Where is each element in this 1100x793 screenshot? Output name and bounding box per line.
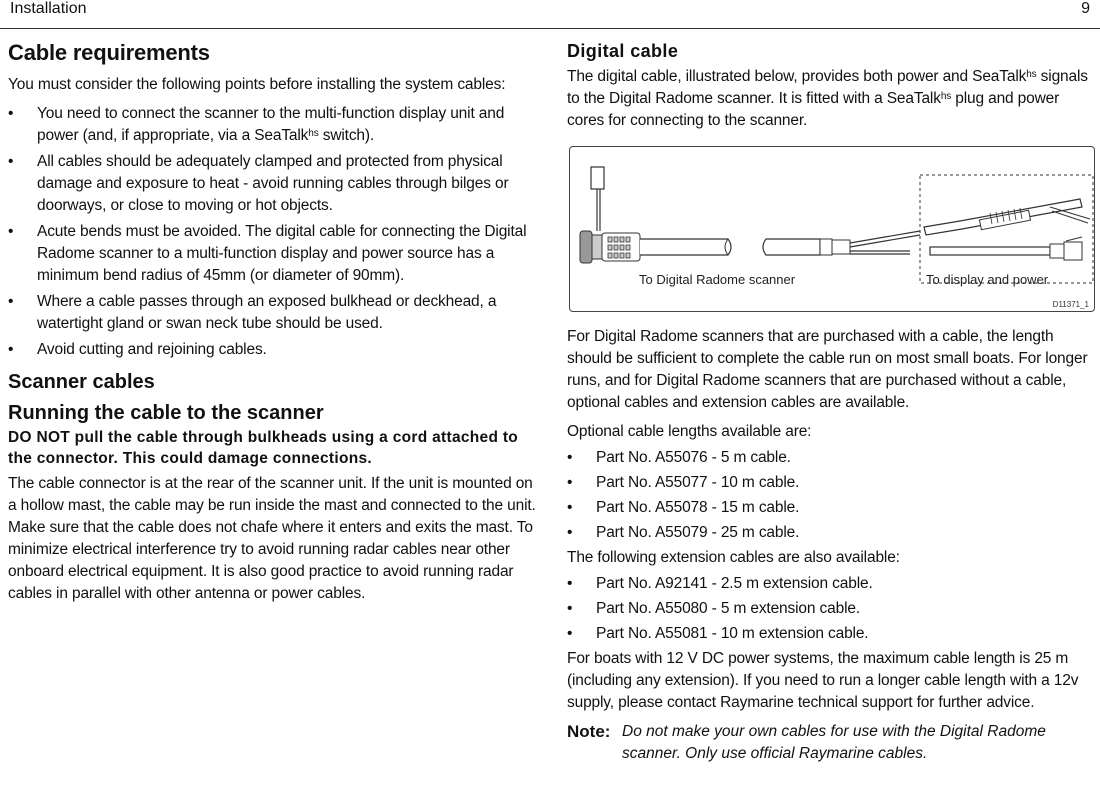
- connector-tag: [591, 167, 604, 189]
- right-column: [567, 38, 1097, 765]
- page-header: [0, 0, 1100, 29]
- extension-intro: The following extension cables are also available:: [567, 549, 900, 566]
- cable-requirements-heading: Cable requirements: [8, 40, 210, 65]
- power-paragraph: For boats with 12 V DC power systems, the maximum cable length is 25 m (including any extension). If you need to run a longer cable length with a 12v supply, please contact Raymarine technical support for further advice.: [567, 650, 1079, 711]
- section-title: Installation: [10, 0, 87, 17]
- digital-cable-illustration: [569, 146, 1095, 312]
- extension-cables-list: [567, 573, 1097, 645]
- digital-cable-heading: Digital cable: [567, 41, 679, 61]
- data-cable: [930, 247, 1050, 255]
- cable-drawing: [570, 147, 1096, 313]
- list-item: • All cables should be adequately clamped and protected from physical damage and exposure to heat - avoid running cables through bilges or doorways, or close to moving or hot objects.: [8, 151, 540, 217]
- figure-id: D11371_1: [1052, 300, 1089, 309]
- list-item: • Part No. A55078 - 15 m cable.: [567, 497, 1097, 519]
- cable-segment: [640, 239, 731, 255]
- warning-text: DO NOT pull the cable through bulkheads using a cord attached to the connector. This could damage connections.: [8, 429, 519, 467]
- optional-intro: Optional cable lengths available are:: [567, 423, 812, 440]
- list-item: • Where a cable passes through an exposed bulkhead or deckhead, a watertight gland or swan neck tube should be used.: [8, 291, 540, 335]
- list-item: • Avoid cutting and rejoining cables.: [8, 339, 540, 361]
- list-item: • Part No. A55076 - 5 m cable.: [567, 447, 1097, 469]
- list-item: • Part No. A55079 - 25 m cable.: [567, 522, 1097, 544]
- list-item: • Part No. A55080 - 5 m extension cable.: [567, 598, 1097, 620]
- list-item: • Part No. A92141 - 2.5 m extension cable.: [567, 573, 1097, 595]
- running-cable-heading: Running the cable to the scanner: [8, 402, 324, 424]
- cable-requirements-intro: You must consider the following points before installing the system cables:: [8, 76, 506, 93]
- page-number: 9: [1081, 0, 1090, 17]
- list-item: • Part No. A55077 - 10 m cable.: [567, 472, 1097, 494]
- left-column: [8, 38, 540, 612]
- note-label: Note:: [567, 722, 611, 741]
- cable-requirements-list: [8, 103, 540, 361]
- list-item: • Acute bends must be avoided. The digital cable for connecting the Digital Radome scanner to a multi-function display and power source has a minimum bend radius of 45mm (or diameter of 90mm).: [8, 221, 540, 287]
- note-text: Do not make your own cables for use with the Digital Radome scanner. Only use official Raymarine cables.: [622, 723, 1046, 762]
- cable-segment: [763, 239, 820, 255]
- scanner-cable-body: The cable connector is at the rear of the scanner unit. If the unit is mounted on a hollow mast, the cable may be run inside the mast and connected to the unit. Make sure that the cable does not chafe where it enters and exits the mast. To minimize electrical interference try to avoid running radar cables near other onboard electrical equipment. It is also good practice to avoid running radar cables in parallel with other antenna or power cables.: [8, 475, 536, 602]
- optional-cables-list: [567, 447, 1097, 544]
- list-item: • Part No. A55081 - 10 m extension cable.: [567, 623, 1097, 645]
- list-item: • You need to connect the scanner to the multi-function display unit and power (and, if appropriate, via a SeaTalk$^{hs}$ switch).: [8, 103, 540, 147]
- scanner-cables-heading: Scanner cables: [8, 371, 155, 393]
- digital-cable-intro: The digital cable, illustrated below, provides both power and SeaTalk$^{hs}$ signals to the Digital Radome scanner. It is fitted with a SeaTalk$^{hs}$ plug and power cores for connecting to the scanner.: [567, 68, 1088, 129]
- purchase-paragraph: For Digital Radome scanners that are purchased with a cable, the length should be sufficient to complete the cable run on most small boats. For longer runs, and for Digital Radome scanners that are purchased without a cable, optional cables and extension cables are available.: [567, 328, 1088, 411]
- note-block: [567, 721, 1097, 765]
- label-to-scanner: To Digital Radome scanner: [639, 272, 796, 287]
- label-to-display: To display and power: [926, 272, 1049, 287]
- connector-plug: [580, 231, 592, 263]
